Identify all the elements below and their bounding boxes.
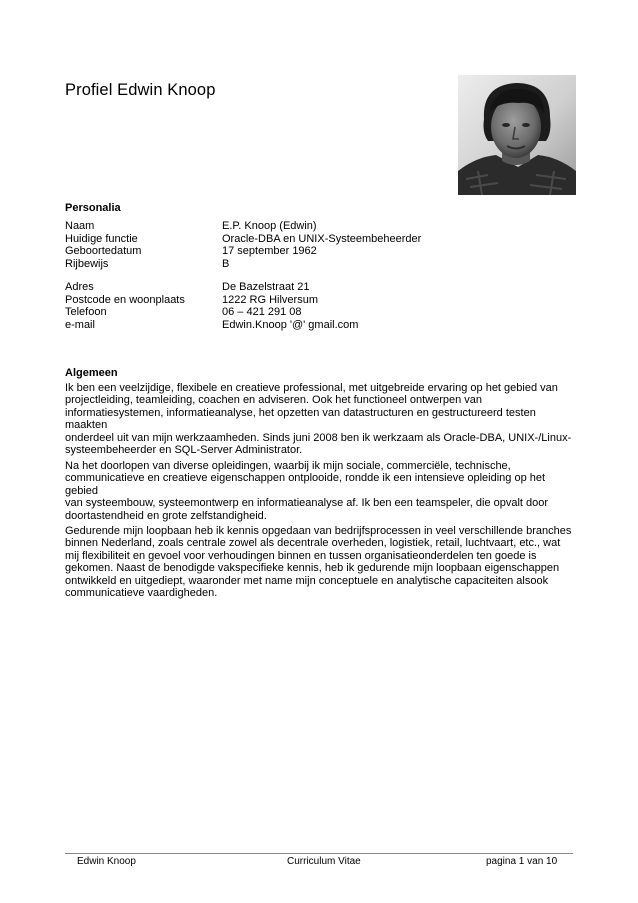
personalia-row	[65, 294, 358, 307]
footer-page-number: pagina 1 van 10	[486, 856, 558, 867]
personalia-heading: Personalia	[65, 202, 121, 214]
personalia-group-1	[65, 220, 421, 270]
field-value: B	[222, 257, 230, 270]
personalia-row	[65, 233, 421, 246]
paragraph: Ik ben een veelzijdige, flexibele en creatieve professional, met uitgebreide ervaring op het gebied van projectleiding, teamleiding, coachen en adviseren. Ook het functioneel ontwerpen van informatiesystemen, informatieanalyse, het opzetten van datastructuren en gestructureerd testen maakten onderdeel uit van mijn werkzaamheden. Sinds juni 2008 ben ik werkzaam als Oracle-DBA, UNIX-/Linux- systeembeheerder en SQL-Server Administrator.	[65, 382, 572, 457]
personalia-group-2	[65, 281, 358, 331]
field-label: Rijbewijs	[65, 257, 109, 270]
personalia-row	[65, 306, 358, 319]
field-label: Adres	[65, 281, 94, 293]
field-value: 1222 RG Hilversum	[222, 293, 318, 306]
paragraph: Gedurende mijn loopbaan heb ik kennis opgedaan van bedrijfsprocessen in veel verschillende branches binnen Nederland, zoals centrale zowel als decentrale overheden, logistiek, retail, luchtvaart, etc., wat mij flexibiliteit en gevoel voor verhoudingen binnen en tussen organisatieonderdelen ten goede is gekomen. Naast de benodigde vakspecifieke kennis, heb ik gedurende mijn loopbaan eigenschappen ontwikkeld en uitgediept, waaronder met name mijn conceptuele en analytische capaciteiten alsook communicatieve vaardigheden.	[65, 524, 572, 600]
personalia-row	[65, 258, 421, 271]
footer-author: Edwin Knoop	[77, 856, 136, 867]
personalia-row	[65, 245, 421, 258]
footer-document-type: Curriculum Vitae	[287, 856, 361, 867]
portrait-photo	[458, 75, 576, 195]
personalia-row	[65, 220, 421, 233]
field-label: Postcode en woonplaats	[65, 293, 185, 306]
field-label: Huidige functie	[65, 232, 138, 245]
personalia-row	[65, 319, 358, 332]
paragraph: Na het doorlopen van diverse opleidingen, waarbij ik mijn sociale, commerciële, technische, communicatieve en creatieve eigenschappen ontplooide, rondde ik een intensieve opleiding op het gebied van systeembouw, systeemontwerp en informatieanalyse af. Ik ben een teamspeler, die opvalt door doortastendheid en grote zelfstandigheid.	[65, 459, 549, 522]
field-value: E.P. Knoop (Edwin)	[222, 220, 317, 232]
algemeen-text	[65, 382, 575, 603]
email-value: Edwin.Knoop '@' gmail.com	[222, 318, 359, 331]
field-value: 06 – 421 291 08	[222, 306, 302, 318]
algemeen-heading: Algemeen	[65, 367, 118, 379]
field-value: De Bazelstraat 21	[222, 281, 310, 293]
field-label: Telefoon	[65, 306, 107, 318]
field-value: 17 september 1962	[222, 245, 317, 257]
field-value: Oracle-DBA en UNIX-Systeembeheerder	[222, 232, 422, 245]
page-title: Profiel Edwin Knoop	[65, 81, 216, 99]
field-label: Naam	[65, 220, 95, 232]
footer-divider	[65, 853, 573, 854]
field-label: Geboortedatum	[65, 245, 142, 257]
personalia-row	[65, 281, 358, 294]
field-label: e-mail	[65, 318, 95, 331]
